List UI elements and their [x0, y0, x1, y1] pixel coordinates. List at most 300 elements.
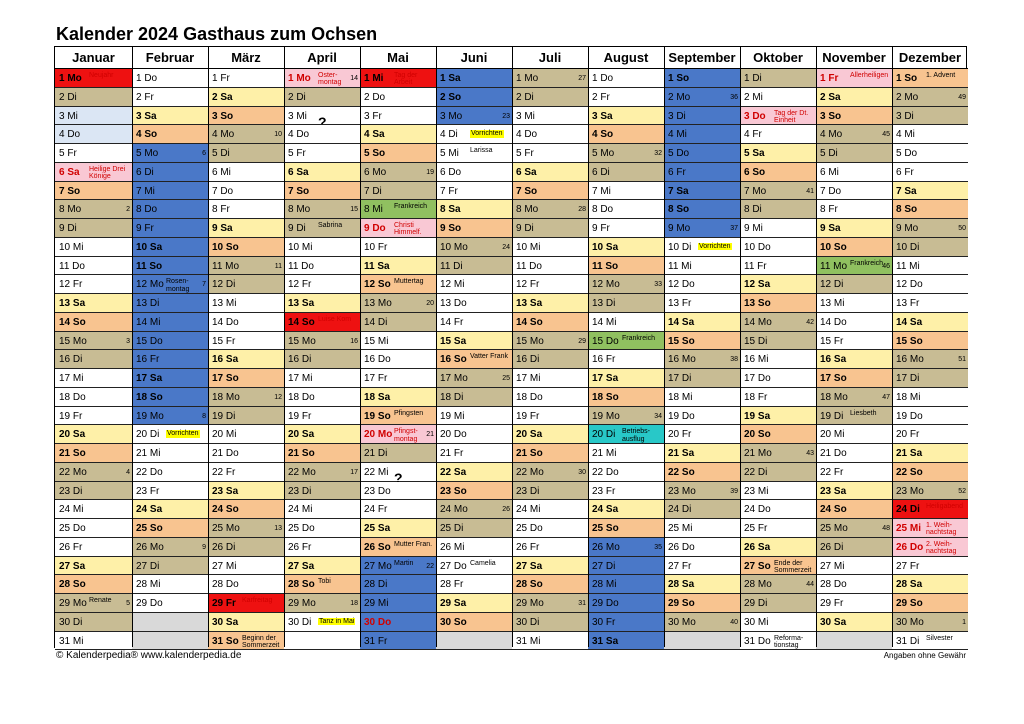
day-label: 9 Di: [59, 223, 77, 234]
day-cell: [664, 182, 740, 201]
day-cell: [132, 332, 208, 351]
day-cell: [284, 69, 360, 88]
day-cell: [892, 332, 968, 351]
week-number: 37: [730, 225, 738, 232]
day-cell: [740, 613, 816, 632]
day-label: 8 Mo: [516, 204, 539, 216]
day-label: 31 So: [212, 635, 239, 647]
day-note: Rosen- montag: [166, 278, 190, 293]
day-cell: [816, 557, 892, 576]
day-label: 14 Do: [820, 316, 847, 328]
day-label: 27 Mo: [364, 560, 392, 572]
day-label: 9 Fr: [136, 223, 154, 234]
day-label: 27 Di: [592, 560, 616, 572]
column-divider: [132, 47, 133, 647]
day-cell: [208, 238, 284, 257]
day-label: 25 Di: [440, 523, 464, 534]
day-label: 23 Sa: [212, 485, 239, 497]
day-cell: [360, 350, 436, 369]
day-cell: [512, 163, 588, 182]
footer-copyright: © Kalenderpedia® www.kalenderpedia.de: [56, 650, 242, 661]
day-cell: [436, 500, 512, 519]
week-number: 29: [578, 337, 586, 345]
day-label: 5 Fr: [516, 148, 534, 159]
day-label: 16 Sa: [212, 354, 239, 366]
day-label: 17 Fr: [364, 373, 388, 384]
day-cell: [740, 238, 816, 257]
day-label: 3 Sa: [136, 110, 157, 122]
day-label: 5 Mo: [136, 148, 159, 159]
day-label: 14 Sa: [896, 316, 923, 328]
day-label: 26 Mi: [440, 541, 465, 553]
day-cell: [892, 369, 968, 388]
day-label: 23 Fr: [136, 485, 160, 497]
day-cell: [132, 69, 208, 88]
day-label: 26 Mo: [592, 541, 620, 553]
column-divider: [284, 47, 285, 647]
day-label: 3 So: [820, 110, 842, 122]
day-label: 10 Di: [896, 241, 920, 253]
week-number: 28: [578, 206, 586, 214]
day-label: 12 Do: [668, 279, 695, 291]
day-cell: [512, 444, 588, 463]
day-cell: [892, 163, 968, 182]
day-label: 24 So: [212, 504, 239, 516]
month-header: September: [664, 47, 740, 69]
day-label: 11 So: [136, 260, 163, 272]
day-cell: [588, 594, 664, 613]
day-cell: [816, 350, 892, 369]
day-note: Mutter Fran.: [394, 540, 433, 548]
month-header: Mai: [360, 47, 436, 69]
day-cell: [208, 463, 284, 482]
day-label: 23 Fr: [592, 485, 616, 497]
day-label: 9 So: [440, 223, 462, 234]
day-cell: [588, 613, 664, 632]
day-cell: [436, 575, 512, 594]
day-cell: [436, 144, 512, 163]
day-label: 31 Mi: [59, 635, 84, 647]
day-label: 7 Mi: [592, 185, 611, 197]
day-label: 10 Mi: [59, 241, 84, 253]
day-cell: [816, 144, 892, 163]
day-label: 3 Do: [744, 110, 766, 122]
day-cell: [55, 407, 132, 426]
day-cell: [512, 388, 588, 407]
day-label: 1 Sa: [440, 73, 461, 84]
day-label: 24 Di: [896, 504, 920, 516]
day-cell: [664, 257, 740, 276]
day-label: 10 Mo: [440, 241, 468, 253]
day-cell: [436, 613, 512, 632]
day-label: 18 Mi: [896, 391, 921, 403]
day-label: 6 Di: [592, 166, 610, 178]
day-cell: [284, 313, 360, 332]
day-note: Reforma- tionstag: [774, 634, 804, 649]
day-cell: [664, 407, 740, 426]
day-label: 16 Do: [364, 354, 391, 366]
column-divider: [588, 47, 589, 647]
day-cell: [892, 500, 968, 519]
day-label: 20 Di: [136, 429, 160, 441]
day-cell: [740, 294, 816, 313]
day-cell: [55, 632, 132, 651]
day-cell: [55, 519, 132, 538]
day-cell: [816, 294, 892, 313]
day-label: 17 Mi: [59, 373, 84, 384]
day-label: 22 Di: [744, 466, 768, 478]
day-cell: [436, 332, 512, 351]
day-cell: [132, 594, 208, 613]
week-number: 50: [958, 225, 966, 232]
day-cell: [588, 519, 664, 538]
day-cell: [208, 219, 284, 238]
day-cell: [512, 219, 588, 238]
day-cell: [588, 69, 664, 88]
day-label: 24 Sa: [136, 504, 163, 516]
day-cell: [208, 407, 284, 426]
day-cell: [664, 332, 740, 351]
day-cell: [816, 407, 892, 426]
day-cell: [208, 144, 284, 163]
day-label: 18 Mo: [212, 391, 240, 403]
day-label: 28 Do: [212, 579, 239, 591]
day-cell: [436, 238, 512, 257]
day-cell: [208, 69, 284, 88]
day-cell: [512, 369, 588, 388]
day-label: 30 Sa: [820, 616, 847, 628]
week-number: 8: [202, 412, 206, 420]
page-title: Kalender 2024 Gasthaus zum Ochsen: [56, 24, 378, 44]
day-cell: [892, 238, 968, 257]
day-label: 15 Mo: [59, 335, 87, 347]
column-divider: [208, 47, 209, 647]
day-cell: [664, 519, 740, 538]
day-label: 6 Do: [440, 166, 462, 178]
day-label: 1 Di: [744, 73, 762, 84]
day-label: 21 So: [59, 448, 86, 459]
day-cell: [892, 313, 968, 332]
day-label: 9 Di: [516, 223, 534, 234]
day-cell: [360, 219, 436, 238]
month-column-5: [360, 47, 436, 647]
month-column-2: [132, 47, 208, 647]
day-label: 14 Do: [212, 316, 239, 328]
day-cell: [436, 538, 512, 557]
day-cell: [816, 125, 892, 144]
day-label: 5 Mo: [592, 148, 615, 159]
day-cell: [664, 219, 740, 238]
day-label: 7 Mo: [744, 185, 767, 197]
day-note: Christi Himmelf.: [394, 222, 422, 237]
day-label: 25 Sa: [364, 523, 391, 534]
day-cell: [740, 594, 816, 613]
day-label: 23 Mo: [668, 485, 696, 497]
day-note: Martin: [394, 559, 414, 567]
week-number: 38: [730, 356, 738, 364]
day-label: 13 Di: [592, 298, 616, 309]
day-cell: [588, 88, 664, 107]
day-cell: [512, 613, 588, 632]
week-number: 17: [350, 468, 358, 476]
day-label: 29 Sa: [440, 598, 467, 609]
day-label: 9 Mo: [896, 223, 919, 234]
day-cell: [436, 88, 512, 107]
day-label: 18 Di: [440, 391, 464, 403]
day-cell: [208, 594, 284, 613]
day-cell: [816, 482, 892, 501]
day-cell: [740, 182, 816, 201]
day-cell: [588, 369, 664, 388]
day-cell: [436, 294, 512, 313]
day-cell: [740, 575, 816, 594]
day-cell: [284, 332, 360, 351]
day-label: 5 Fr: [288, 148, 306, 159]
day-cell: [55, 369, 132, 388]
day-label: 11 Mo: [820, 260, 848, 272]
column-divider: [360, 47, 361, 647]
day-label: 12 Di: [212, 279, 236, 291]
day-label: 4 So: [136, 129, 158, 141]
week-number: 49: [958, 93, 966, 101]
day-cell: [132, 407, 208, 426]
day-cell: [132, 369, 208, 388]
day-cell: [132, 238, 208, 257]
day-cell: [512, 332, 588, 351]
day-label: 5 Do: [896, 148, 918, 159]
day-label: 22 Mi: [364, 466, 389, 478]
day-label: 28 Fr: [440, 579, 464, 591]
day-label: 2 Di: [288, 91, 306, 103]
day-label: 6 Di: [136, 166, 154, 178]
day-label: 23 So: [440, 485, 467, 497]
day-label: 29 Mi: [364, 598, 389, 609]
day-cell: [284, 557, 360, 576]
day-label: 5 So: [364, 148, 386, 159]
day-cell: [55, 125, 132, 144]
day-cell: [132, 257, 208, 276]
day-label: 12 Mi: [440, 279, 465, 291]
day-cell: [588, 332, 664, 351]
day-cell: [588, 538, 664, 557]
day-cell: [816, 107, 892, 126]
day-label: 2 Mi: [744, 91, 763, 103]
day-cell: [55, 388, 132, 407]
day-label: 17 Sa: [136, 373, 163, 384]
day-label: 4 Sa: [364, 129, 385, 141]
day-cell: [892, 107, 968, 126]
day-label: 10 So: [212, 241, 239, 253]
day-label: 29 Mo: [59, 598, 87, 609]
day-cell: [284, 482, 360, 501]
day-label: 29 So: [668, 598, 695, 609]
day-label: 6 Sa: [288, 166, 309, 178]
day-label: 24 Sa: [592, 504, 619, 516]
day-cell: [892, 275, 968, 294]
day-label: 10 Do: [744, 241, 771, 253]
day-label: 19 Fr: [516, 410, 540, 422]
week-number: 34: [654, 412, 662, 420]
day-label: 27 Sa: [59, 560, 86, 572]
day-label: 2 Di: [59, 91, 77, 103]
day-label: 2 So: [440, 91, 462, 103]
day-cell: [892, 538, 968, 557]
day-label: 13 Di: [136, 298, 160, 309]
day-label: 28 Do: [820, 579, 847, 591]
day-label: 13 Fr: [668, 298, 692, 309]
day-note: Beginn der Sommerzeit: [242, 634, 280, 649]
day-label: 30 Di: [288, 616, 312, 628]
day-label: 17 Mi: [516, 373, 541, 384]
day-label: 19 Di: [212, 410, 236, 422]
day-cell: [55, 257, 132, 276]
day-cell: [208, 200, 284, 219]
day-label: 24 Mi: [516, 504, 541, 516]
day-label: 1 Do: [136, 73, 158, 84]
day-label: 17 Di: [896, 373, 920, 384]
day-label: 21 Mi: [136, 448, 161, 459]
day-cell: [512, 144, 588, 163]
day-cell: [284, 350, 360, 369]
day-cell: [284, 388, 360, 407]
day-cell: [360, 238, 436, 257]
week-number: 16: [350, 337, 358, 345]
day-label: 7 So: [288, 185, 310, 197]
day-label: 12 Fr: [288, 279, 312, 291]
day-cell: [132, 557, 208, 576]
day-label: 26 Sa: [744, 541, 771, 553]
day-cell: [664, 425, 740, 444]
month-header: Juli: [512, 47, 588, 69]
day-note: Vorrichten: [167, 430, 199, 438]
calendar-grid: [54, 46, 967, 648]
day-cell: [892, 69, 968, 88]
day-note: Silvester: [926, 634, 953, 642]
day-cell: [208, 350, 284, 369]
day-cell: [664, 200, 740, 219]
day-label: 7 Do: [212, 185, 234, 197]
day-cell: [132, 538, 208, 557]
day-cell: [436, 407, 512, 426]
day-label: 17 Do: [744, 373, 771, 384]
month-header: August: [588, 47, 664, 69]
day-note: 1. Weih- nachtstag: [926, 522, 957, 537]
day-label: 11 Do: [288, 260, 314, 272]
day-label: 3 Sa: [592, 110, 613, 122]
day-cell: [284, 144, 360, 163]
day-cell: [588, 275, 664, 294]
day-label: 14 So: [59, 316, 86, 328]
day-note: Tobi: [318, 578, 331, 586]
day-label: 11 Do: [59, 260, 85, 272]
day-cell: [132, 313, 208, 332]
day-cell: [436, 388, 512, 407]
footer-disclaimer: Angaben ohne Gewähr: [883, 651, 966, 660]
month-header: Oktober: [740, 47, 816, 69]
day-label: 19 Di: [820, 410, 844, 422]
day-cell: [816, 69, 892, 88]
day-label: 24 So: [820, 504, 847, 516]
day-label: 15 Do: [136, 335, 163, 347]
day-label: 10 Sa: [592, 241, 619, 253]
day-cell: [55, 69, 132, 88]
day-cell: [360, 538, 436, 557]
week-number: 12: [274, 393, 282, 401]
column-divider: [512, 47, 513, 647]
day-label: 16 Di: [59, 354, 83, 366]
day-cell: [360, 144, 436, 163]
day-label: 28 Di: [364, 579, 388, 591]
day-cell: [360, 313, 436, 332]
day-label: 11 Di: [440, 260, 463, 272]
day-cell: [588, 144, 664, 163]
day-label: 17 So: [820, 373, 847, 384]
day-label: 2 Sa: [820, 91, 841, 103]
week-number: 6: [202, 150, 206, 157]
day-label: 20 Sa: [59, 429, 86, 441]
day-cell: [740, 257, 816, 276]
day-cell: [208, 125, 284, 144]
day-label: 17 So: [212, 373, 239, 384]
day-cell: [284, 594, 360, 613]
day-label: 26 Fr: [59, 541, 83, 553]
day-cell: [816, 388, 892, 407]
day-cell: [436, 463, 512, 482]
day-label: 22 Do: [136, 466, 163, 478]
day-cell: [892, 200, 968, 219]
week-number: 33: [654, 281, 662, 289]
day-label: 13 Mo: [364, 298, 392, 309]
day-cell: [512, 575, 588, 594]
day-cell: [436, 594, 512, 613]
day-cell: [360, 257, 436, 276]
day-label: 31 Do: [744, 635, 771, 647]
day-label: 7 Sa: [668, 185, 689, 197]
day-cell: [816, 425, 892, 444]
day-label: 4 So: [592, 129, 614, 141]
day-label: 31 Sa: [592, 635, 619, 647]
day-cell: [588, 388, 664, 407]
day-cell: [284, 294, 360, 313]
day-note: Tag der Arbeit: [394, 72, 418, 87]
day-cell: [816, 182, 892, 201]
day-label: 19 Do: [668, 410, 695, 422]
day-label: 21 Fr: [440, 448, 464, 459]
day-label: 29 Fr: [820, 598, 844, 609]
day-label: 4 Mi: [668, 129, 687, 141]
day-label: 15 Mo: [288, 335, 316, 347]
day-label: 22 Mo: [516, 466, 544, 478]
day-label: 11 Fr: [744, 260, 767, 272]
day-label: 7 So: [59, 185, 81, 197]
day-cell: [740, 125, 816, 144]
day-label: 15 So: [896, 335, 923, 347]
day-cell: [360, 69, 436, 88]
day-cell: [664, 350, 740, 369]
day-note: Pfingst- montag: [394, 428, 418, 443]
day-label: 25 Fr: [744, 523, 768, 534]
day-cell: [892, 519, 968, 538]
day-label: 26 Mo: [136, 541, 164, 553]
day-label: 20 Fr: [668, 429, 692, 441]
day-label: 12 Do: [896, 279, 923, 291]
empty-cell: [132, 613, 208, 632]
day-cell: [55, 500, 132, 519]
day-label: 30 Fr: [592, 616, 616, 628]
day-note: Ende der Sommerzeit: [774, 559, 812, 574]
day-label: 28 So: [516, 579, 543, 591]
week-number: 42: [806, 318, 814, 326]
